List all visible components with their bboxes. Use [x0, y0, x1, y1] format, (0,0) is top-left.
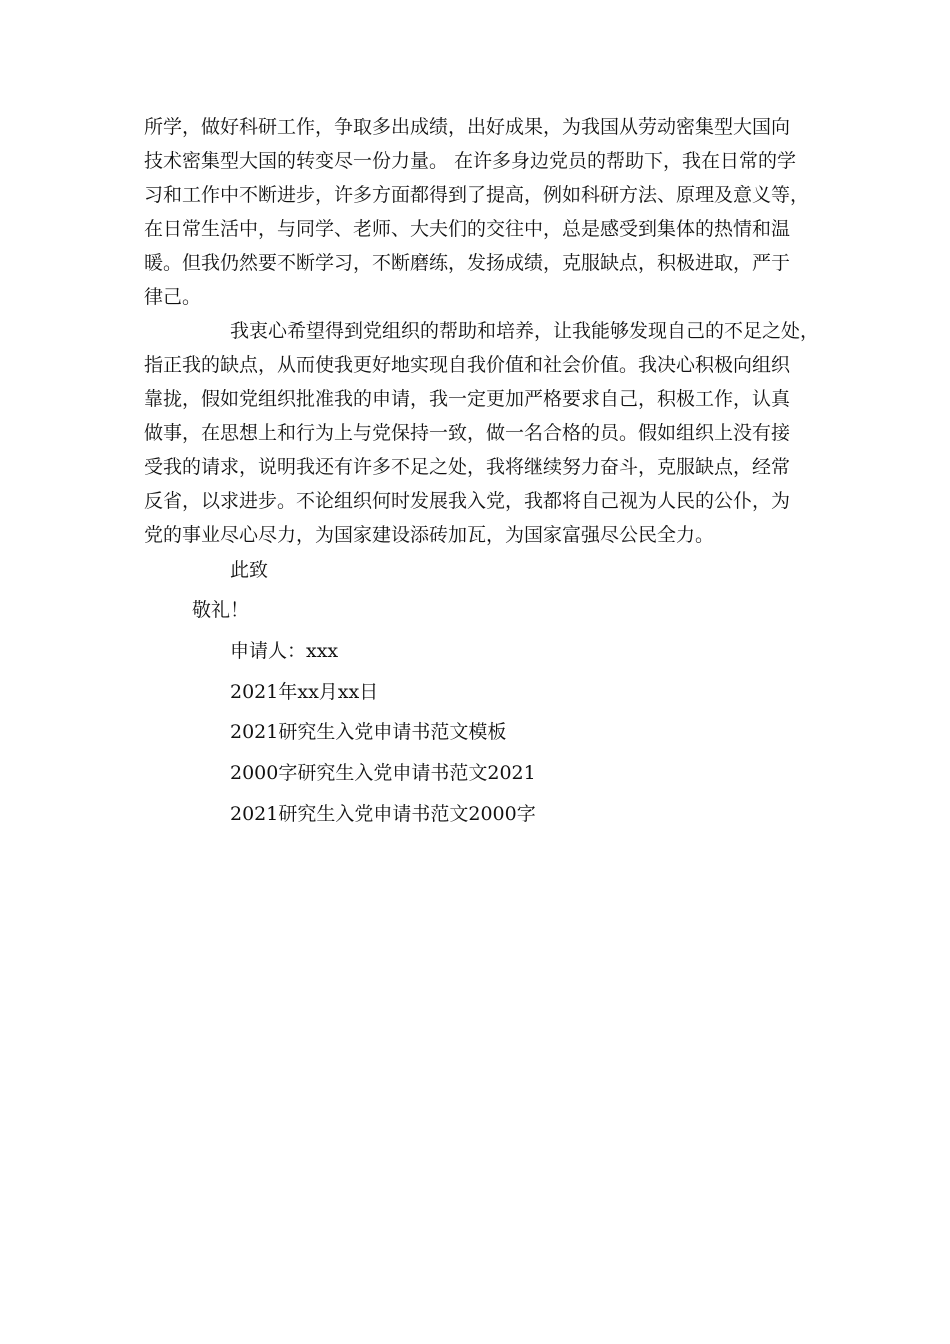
applicant-signature: 申请人：xxx	[230, 640, 339, 662]
paragraph-line: 所学，做好科研工作，争取多出成绩，出好成果，为我国从劳动密集型大国向	[144, 116, 791, 138]
related-title: 2021研究生入党申请书范文模板	[230, 721, 507, 743]
body-paragraph-1	[144, 110, 834, 314]
paragraph-line: 反省，以求进步。不论组织何时发展我入党，我都将自己视为人民的公仆，为	[144, 490, 791, 512]
paragraph-line: 我衷心希望得到党组织的帮助和培养，让我能够发现自己的不足之处，	[230, 320, 820, 342]
paragraph-line: 党的事业尽心尽力，为国家建设添砖加瓦，为国家富强尽公民全力。	[144, 524, 715, 546]
paragraph-line: 习和工作中不断进步，许多方面都得到了提高，例如科研方法、原理及意义等，	[144, 184, 810, 206]
paragraph-line: 指正我的缺点，从而使我更好地实现自我价值和社会价值。我决心积极向组织	[144, 354, 791, 376]
body-paragraph-2	[144, 314, 834, 552]
closing-salute: 敬礼！	[192, 599, 250, 621]
paragraph-line: 受我的请求，说明我还有许多不足之处，我将继续努力奋斗，克服缺点，经常	[144, 456, 791, 478]
paragraph-line: 暖。但我仍然要不断学习，不断磨练，发扬成绩，克服缺点，积极进取，严于	[144, 252, 791, 274]
related-title: 2000字研究生入党申请书范文2021	[230, 762, 536, 784]
application-date: 2021年xx月xx日	[230, 681, 379, 703]
paragraph-line: 靠拢，假如党组织批准我的申请，我一定更加严格要求自己，积极工作，认真	[144, 388, 791, 410]
paragraph-line: 技术密集型大国的转变尽一份力量。 在许多身边党员的帮助下，我在日常的学	[144, 150, 797, 172]
paragraph-line: 做事，在思想上和行为上与党保持一致，做一名合格的员。假如组织上没有接	[144, 422, 791, 444]
paragraph-line: 律己。	[144, 286, 202, 308]
paragraph-line: 在日常生活中，与同学、老师、大夫们的交往中，总是感受到集体的热情和温	[144, 218, 791, 240]
closing-greeting: 此致	[230, 559, 269, 581]
related-title: 2021研究生入党申请书范文2000字	[230, 803, 536, 825]
